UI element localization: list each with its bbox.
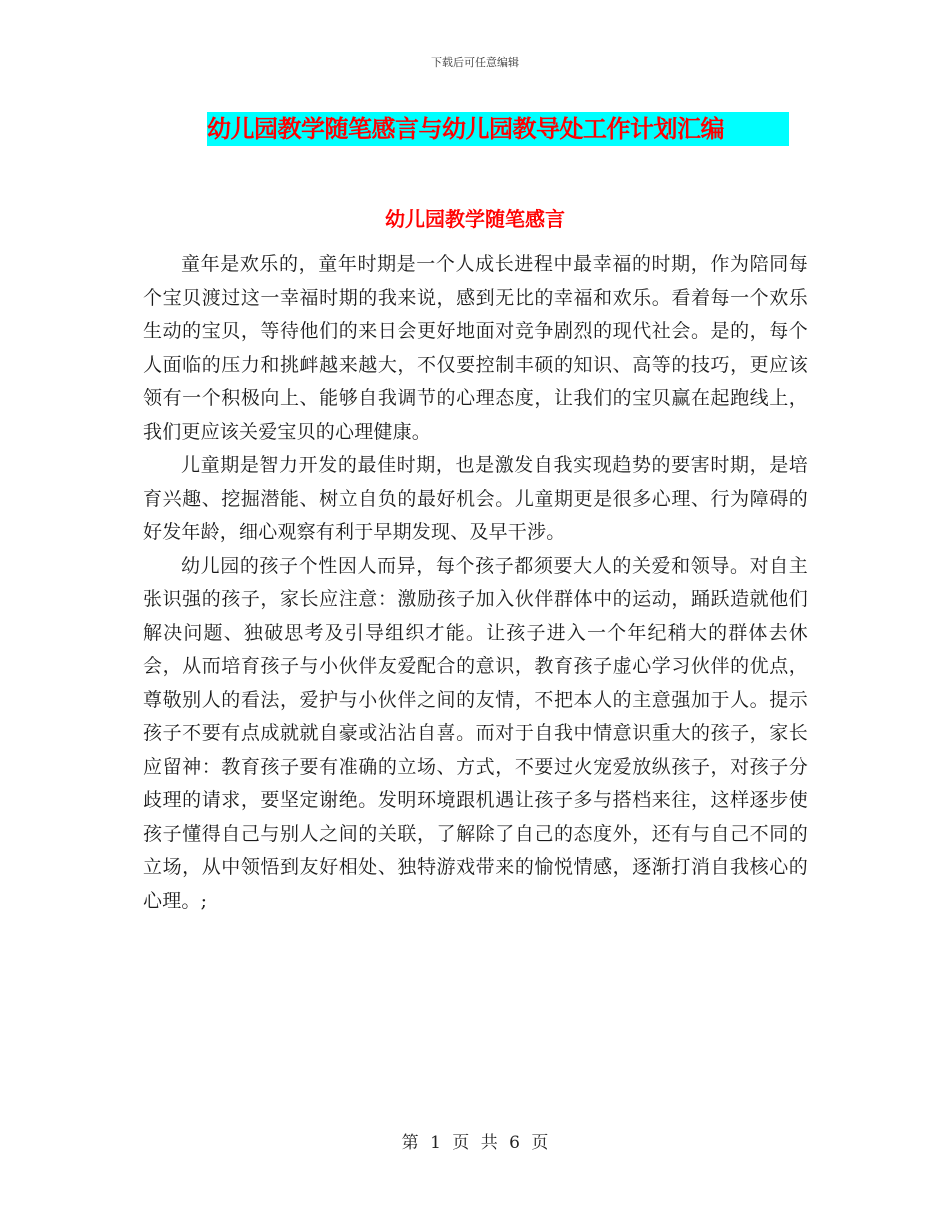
paragraph: 幼儿园的孩子个性因人而异，每个孩子都须要大人的关爱和领导。对自主张识强的孩子，家长应注意：激励孩子加入伙伴群体中的运动，踊跃造就他们解决问题、独破思考及引导组织才能。让孩子进入一个年纪稍大的群体去休会，从而培育孩子与小伙伴友爱配合的意识，教育孩子虚心学习伙伴的优点，尊敬别人的看法，爱护与小伙伴之间的友情，不把本人的主意强加于人。提示孩子不要有点成就就自豪或沾沾自喜。而对于自我中情意识重大的孩子，家长应留神：教育孩子要有准确的立场、方式，不要过火宠爱放纵孩子，对孩子分歧理的请求，要坚定谢绝。发明环境跟机遇让孩子多与搭档来往，这样逐步使孩子懂得自己与别人之间的关联，了解除了自己的态度外，还有与自己不同的立场，从中领悟到友好相处、独特游戏带来的愉悦情感，逐渐打消自我核心的心理。; xyxy=(143,554,808,912)
paragraph: 儿童期是智力开发的最佳时期，也是激发自我实现趋势的要害时期，是培育兴趣、挖掘潜能、树立自负的最好机会。儿童期更是很多心理、行为障碍的好发年龄，细心观察有利于早期发现、及早干涉。 xyxy=(143,454,808,543)
section-title: 幼儿园教学随笔感言 xyxy=(385,207,565,231)
main-title: 幼儿园教学随笔感言与幼儿园教导处工作计划汇编 xyxy=(207,112,789,146)
paragraph: 童年是欢乐的，童年时期是一个人成长进程中最幸福的时期，作为陪同每个宝贝渡过这一幸福时期的我来说，感到无比的幸福和欢乐。看着每一个欢乐生动的宝贝，等待他们的来日会更好地面对竞争剧烈的现代社会。是的，每个人面临的压力和挑衅越来越大，不仅要控制丰硕的知识、高等的技巧，更应该领有一个积极向上、能够自我调节的心理态度，让我们的宝贝赢在起跑线上，我们更应该关爱宝贝的心理健康。 xyxy=(143,253,808,443)
page-footer: 第 1 页 共 6 页 xyxy=(401,1133,549,1153)
header-note: 下载后可任意编辑 xyxy=(431,56,519,69)
body-text xyxy=(143,248,808,918)
